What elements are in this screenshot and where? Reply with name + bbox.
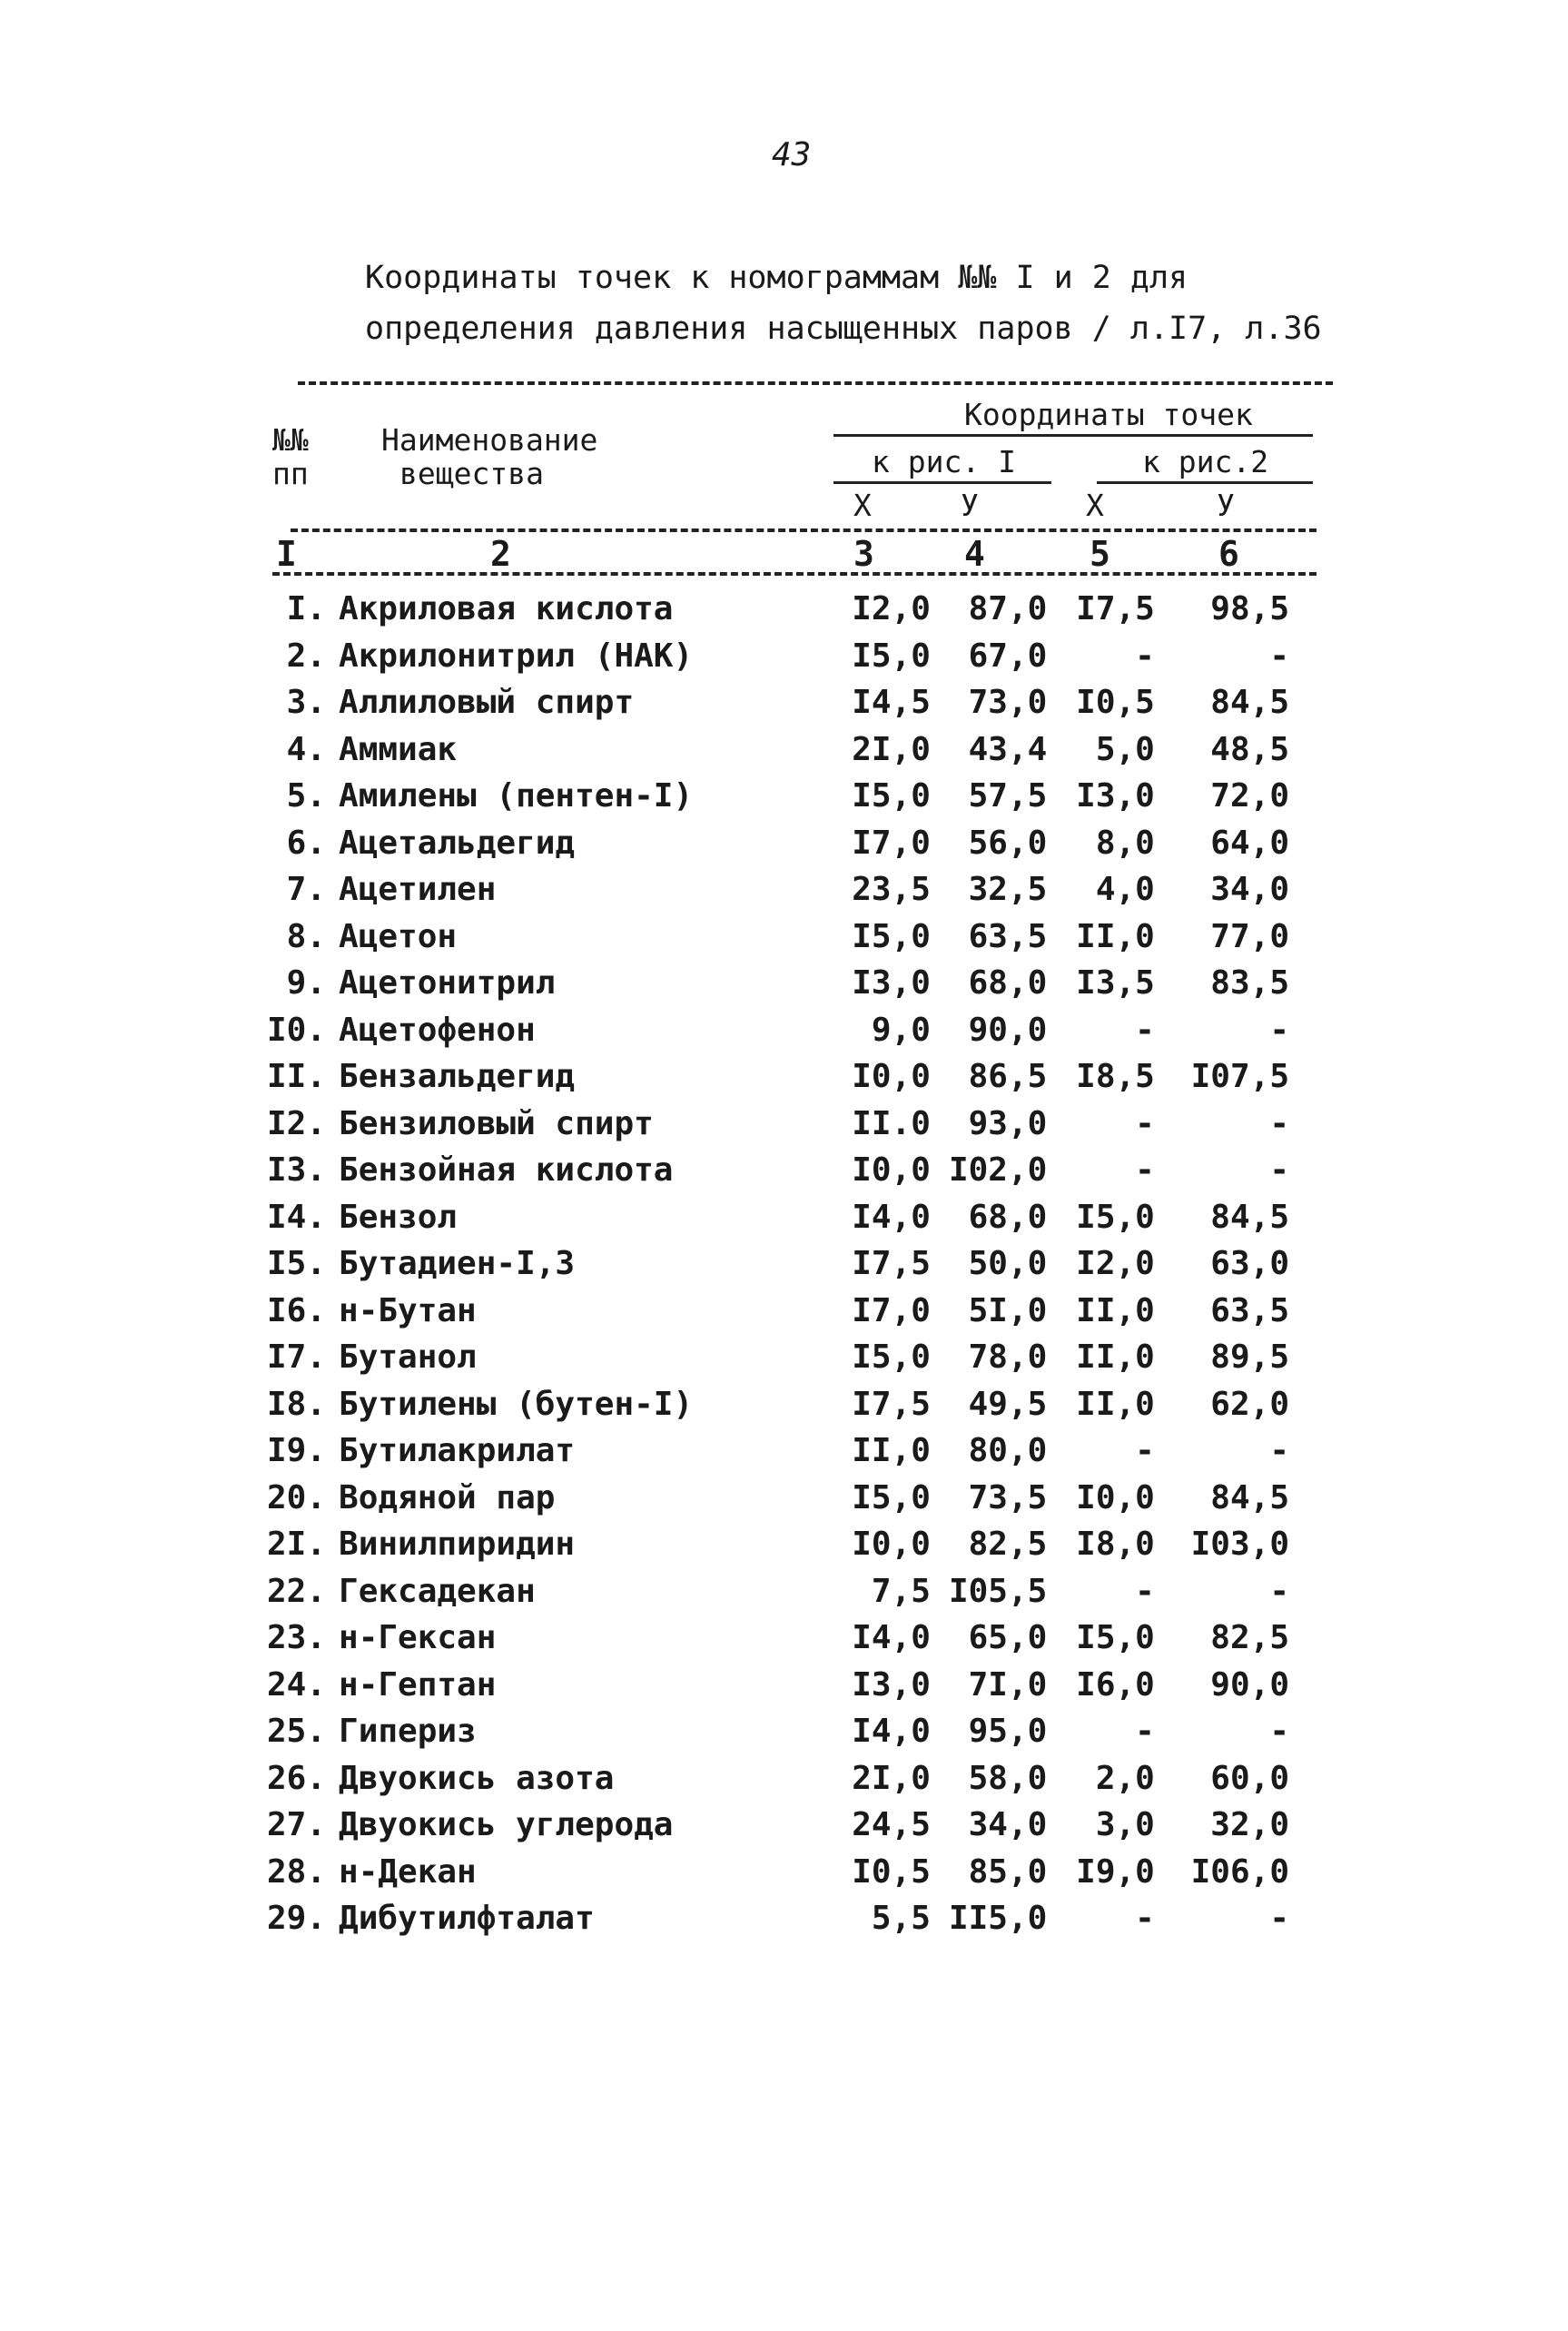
table-row bbox=[254, 1619, 1289, 1666]
substance-name: н-Гептан bbox=[339, 1665, 497, 1704]
fig1-x-value: 7,5 bbox=[871, 1572, 931, 1610]
fig1-x-value: I4,5 bbox=[852, 684, 931, 721]
fig1-y-value: 82,5 bbox=[968, 1526, 1048, 1563]
fig1-underline bbox=[833, 481, 1051, 484]
row-number: 9. bbox=[286, 964, 327, 1002]
fig1-y-value: I02,0 bbox=[948, 1151, 1048, 1189]
row-number: I9. bbox=[266, 1432, 327, 1469]
fig1-x-value: I4,0 bbox=[852, 1619, 931, 1656]
substance-name: Ацетофенон bbox=[339, 1011, 536, 1049]
substance-name: Акриловая кислота bbox=[339, 590, 674, 627]
fig2-x-value: - bbox=[1135, 1572, 1155, 1610]
header-fig2-label: к рис.2 bbox=[1142, 444, 1269, 479]
row-number: 28. bbox=[266, 1852, 327, 1891]
row-number: 24. bbox=[266, 1665, 327, 1704]
col-number-5: 5 bbox=[1090, 534, 1110, 574]
substance-name: Бензиловый спирт bbox=[339, 1104, 654, 1142]
coords-underline bbox=[833, 434, 1313, 437]
table-row bbox=[254, 964, 1289, 1012]
fig2-y-value: 32,0 bbox=[1210, 1806, 1289, 1843]
fig1-y-value: 86,5 bbox=[968, 1058, 1048, 1095]
fig2-x-value: 4,0 bbox=[1095, 871, 1155, 908]
substance-name: Двуокись азота bbox=[339, 1759, 615, 1797]
fig1-y-value: 57,5 bbox=[968, 777, 1048, 815]
fig1-y-value: 85,0 bbox=[968, 1852, 1048, 1891]
header-fig1-label: к рис. I bbox=[872, 444, 1016, 479]
fig1-x-value: 24,5 bbox=[852, 1806, 931, 1843]
top-dashed-rule bbox=[298, 381, 1333, 385]
fig2-y-value: - bbox=[1269, 637, 1289, 675]
header-y1-label: У bbox=[961, 488, 979, 523]
fig2-y-value: 62,0 bbox=[1210, 1385, 1289, 1423]
table-row bbox=[254, 1245, 1289, 1292]
col-number-6: 6 bbox=[1218, 534, 1239, 574]
document-title bbox=[365, 252, 1322, 354]
fig1-y-value: 73,5 bbox=[968, 1478, 1048, 1516]
fig1-x-value: 23,5 bbox=[852, 871, 931, 908]
fig1-y-value: II5,0 bbox=[948, 1900, 1048, 1937]
fig1-x-value: 2I,0 bbox=[852, 730, 931, 768]
fig2-y-value: I06,0 bbox=[1190, 1852, 1289, 1891]
row-number: 25. bbox=[266, 1713, 327, 1750]
table-row bbox=[254, 1386, 1289, 1433]
fig1-x-value: I0,0 bbox=[852, 1151, 931, 1189]
fig1-x-value: I0,0 bbox=[852, 1526, 931, 1563]
fig1-y-value: 93,0 bbox=[968, 1104, 1048, 1142]
table-row bbox=[254, 1760, 1289, 1807]
fig1-y-value: 63,5 bbox=[968, 917, 1048, 955]
fig2-x-value: I3,5 bbox=[1076, 964, 1155, 1002]
fig2-x-value: I3,0 bbox=[1076, 777, 1155, 815]
substance-name: н-Бутан bbox=[339, 1291, 477, 1329]
substance-name: Бутадиен-I,3 bbox=[339, 1245, 576, 1282]
fig1-y-value: 78,0 bbox=[968, 1338, 1048, 1376]
substance-name: Бутилакрилат bbox=[339, 1432, 576, 1469]
fig2-x-value: I8,0 bbox=[1076, 1526, 1155, 1563]
fig2-y-value: 89,5 bbox=[1210, 1338, 1289, 1376]
row-number: I3. bbox=[266, 1151, 327, 1189]
fig1-y-value: 56,0 bbox=[968, 824, 1048, 862]
substance-name: Винилпиридин bbox=[339, 1526, 576, 1563]
fig2-x-value: II,0 bbox=[1076, 1385, 1155, 1423]
fig2-y-value: 77,0 bbox=[1210, 917, 1289, 955]
fig2-y-value: - bbox=[1269, 1572, 1289, 1610]
fig1-y-value: 5I,0 bbox=[968, 1291, 1048, 1329]
fig1-y-value: 50,0 bbox=[968, 1245, 1048, 1282]
table-row bbox=[254, 731, 1289, 778]
fig1-y-value: 34,0 bbox=[968, 1806, 1048, 1843]
substance-name: н-Декан bbox=[339, 1852, 477, 1891]
header-num-label: №№ bbox=[272, 422, 309, 458]
fig2-x-value: I7,5 bbox=[1076, 590, 1155, 627]
fig2-y-value: 84,5 bbox=[1210, 684, 1289, 721]
fig2-x-value: I2,0 bbox=[1076, 1245, 1155, 1282]
fig2-y-value: 63,0 bbox=[1210, 1245, 1289, 1282]
fig1-x-value: I5,0 bbox=[852, 1478, 931, 1516]
fig1-x-value: 2I,0 bbox=[852, 1759, 931, 1797]
fig2-y-value: - bbox=[1269, 1432, 1289, 1469]
substance-name: Двуокись углерода bbox=[339, 1806, 674, 1843]
fig1-y-value: 32,5 bbox=[968, 871, 1048, 908]
header-name-label: Наименование bbox=[381, 422, 598, 458]
fig1-x-value: I0,5 bbox=[852, 1852, 931, 1891]
title-line-1: Координаты точек к номограммам №№ I и 2 для bbox=[365, 260, 1188, 296]
row-number: 26. bbox=[266, 1759, 327, 1797]
substance-name: Акрилонитрил (НАК) bbox=[339, 637, 694, 675]
fig1-x-value: I7,0 bbox=[852, 824, 931, 862]
header-x1-label: X bbox=[853, 488, 872, 523]
fig1-y-value: 68,0 bbox=[968, 964, 1048, 1002]
fig2-y-value: 48,5 bbox=[1210, 730, 1289, 768]
fig2-x-value: 5,0 bbox=[1095, 730, 1155, 768]
page-number: 43 bbox=[772, 136, 812, 173]
substance-name: Ацетальдегид bbox=[339, 824, 576, 862]
fig2-y-value: 84,5 bbox=[1210, 1198, 1289, 1236]
fig2-y-value: 90,0 bbox=[1210, 1665, 1289, 1704]
table-row bbox=[254, 1151, 1289, 1199]
fig2-y-value: - bbox=[1269, 1713, 1289, 1750]
row-number: I7. bbox=[266, 1338, 327, 1376]
substance-name: Бензойная кислота bbox=[339, 1151, 674, 1189]
table-row bbox=[254, 1526, 1289, 1573]
row-number: I5. bbox=[266, 1245, 327, 1282]
fig2-x-value: - bbox=[1135, 1011, 1155, 1049]
fig2-y-value: 98,5 bbox=[1210, 590, 1289, 627]
substance-name: Амилены (пентен-I) bbox=[339, 777, 694, 815]
fig1-x-value: I5,0 bbox=[852, 637, 931, 675]
header-coords-label: Координаты точек bbox=[964, 397, 1253, 432]
fig2-x-value: II,0 bbox=[1076, 1291, 1155, 1329]
table-row bbox=[254, 1432, 1289, 1479]
fig1-y-value: 68,0 bbox=[968, 1198, 1048, 1236]
fig2-x-value: I8,5 bbox=[1076, 1058, 1155, 1095]
fig1-x-value: I4,0 bbox=[852, 1713, 931, 1750]
fig2-x-value: I6,0 bbox=[1076, 1665, 1155, 1704]
fig2-x-value: I9,0 bbox=[1076, 1852, 1155, 1891]
table-row bbox=[254, 1853, 1289, 1901]
table-row bbox=[254, 825, 1289, 872]
substance-name: Ацетонитрил bbox=[339, 964, 556, 1002]
table-row bbox=[254, 590, 1289, 637]
substance-name: Бензальдегид bbox=[339, 1058, 576, 1095]
fig2-x-value: - bbox=[1135, 1432, 1155, 1469]
fig1-y-value: 7I,0 bbox=[968, 1665, 1048, 1704]
column-number-bottom-rule bbox=[272, 572, 1317, 576]
table-row bbox=[254, 1479, 1289, 1526]
table-row bbox=[254, 1338, 1289, 1386]
fig1-y-value: 43,4 bbox=[968, 730, 1048, 768]
fig1-x-value: I4,0 bbox=[852, 1198, 931, 1236]
table-row bbox=[254, 1666, 1289, 1714]
fig2-x-value: I5,0 bbox=[1076, 1619, 1155, 1656]
fig1-y-value: 95,0 bbox=[968, 1713, 1048, 1750]
substance-name: н-Гексан bbox=[339, 1619, 497, 1656]
row-number: 5. bbox=[286, 777, 327, 815]
header-y2-label: У bbox=[1217, 488, 1235, 523]
substance-name: Дибутилфталат bbox=[339, 1900, 595, 1937]
col-number-3: 3 bbox=[853, 534, 874, 574]
fig1-y-value: 80,0 bbox=[968, 1432, 1048, 1469]
table-row bbox=[254, 1573, 1289, 1620]
col-number-1: I bbox=[276, 534, 297, 574]
substance-name: Бензол bbox=[339, 1198, 458, 1236]
row-number: 29. bbox=[266, 1900, 327, 1937]
substance-name: Аллиловый спирт bbox=[339, 684, 635, 721]
fig1-y-value: 58,0 bbox=[968, 1759, 1048, 1797]
row-number: I4. bbox=[266, 1198, 327, 1236]
fig1-x-value: 5,5 bbox=[871, 1900, 931, 1937]
fig1-x-value: I5,0 bbox=[852, 1338, 931, 1376]
table-row bbox=[254, 777, 1289, 825]
row-number: 8. bbox=[286, 917, 327, 955]
fig1-x-value: I2,0 bbox=[852, 590, 931, 627]
row-number: 7. bbox=[286, 871, 327, 908]
table-row bbox=[254, 1012, 1289, 1059]
fig1-x-value: II,0 bbox=[852, 1432, 931, 1469]
row-number: 27. bbox=[266, 1806, 327, 1843]
row-number: 3. bbox=[286, 684, 327, 721]
row-number: I8. bbox=[266, 1385, 327, 1423]
fig2-x-value: - bbox=[1135, 1713, 1155, 1750]
title-line-2: определения давления насыщенных паров / л.I7, л.36 bbox=[365, 311, 1322, 347]
fig2-y-value: 84,5 bbox=[1210, 1478, 1289, 1516]
fig1-x-value: I7,5 bbox=[852, 1385, 931, 1423]
header-num-label-2: пп bbox=[272, 456, 309, 491]
fig2-x-value: - bbox=[1135, 1104, 1155, 1142]
header-x2-label: X bbox=[1086, 488, 1104, 523]
fig1-y-value: 49,5 bbox=[968, 1385, 1048, 1423]
row-number: 4. bbox=[286, 730, 327, 768]
substance-name: Водяной пар bbox=[339, 1478, 556, 1516]
table-row bbox=[254, 1058, 1289, 1105]
table-row bbox=[254, 1806, 1289, 1853]
fig2-y-value: - bbox=[1269, 1151, 1289, 1189]
substance-name: Ацетилен bbox=[339, 871, 497, 908]
fig2-y-value: - bbox=[1269, 1011, 1289, 1049]
fig2-y-value: 60,0 bbox=[1210, 1759, 1289, 1797]
header-name-label-2: вещества bbox=[399, 456, 544, 491]
fig2-y-value: I03,0 bbox=[1190, 1526, 1289, 1563]
row-number: I2. bbox=[266, 1104, 327, 1142]
fig2-y-value: - bbox=[1269, 1900, 1289, 1937]
fig2-x-value: 8,0 bbox=[1095, 824, 1155, 862]
fig1-x-value: 9,0 bbox=[871, 1011, 931, 1049]
substance-name: Бутанол bbox=[339, 1338, 477, 1376]
fig1-x-value: I5,0 bbox=[852, 777, 931, 815]
table-row bbox=[254, 871, 1289, 918]
fig2-y-value: 63,5 bbox=[1210, 1291, 1289, 1329]
data-table bbox=[254, 590, 1289, 1947]
table-row bbox=[254, 1292, 1289, 1339]
row-number: 20. bbox=[266, 1478, 327, 1516]
substance-name: Аммиак bbox=[339, 730, 458, 768]
col-number-2: 2 bbox=[490, 534, 511, 574]
row-number: I0. bbox=[266, 1011, 327, 1049]
substance-name: Ацетон bbox=[339, 917, 458, 955]
table-row bbox=[254, 637, 1289, 685]
fig1-x-value: II.0 bbox=[852, 1104, 931, 1142]
table-row bbox=[254, 1105, 1289, 1152]
row-number: 2. bbox=[286, 637, 327, 675]
row-number: 6. bbox=[286, 824, 327, 862]
fig1-x-value: I7,5 bbox=[852, 1245, 931, 1282]
fig2-y-value: I07,5 bbox=[1190, 1058, 1289, 1095]
table-row bbox=[254, 1199, 1289, 1246]
table-row bbox=[254, 1900, 1289, 1947]
fig1-y-value: 87,0 bbox=[968, 590, 1048, 627]
fig2-x-value: - bbox=[1135, 1900, 1155, 1937]
fig2-y-value: 64,0 bbox=[1210, 824, 1289, 862]
fig2-x-value: I0,5 bbox=[1076, 684, 1155, 721]
fig1-y-value: 73,0 bbox=[968, 684, 1048, 721]
row-number: I. bbox=[286, 590, 327, 627]
table-row bbox=[254, 918, 1289, 965]
fig2-y-value: - bbox=[1269, 1104, 1289, 1142]
row-number: II. bbox=[266, 1058, 327, 1095]
fig2-x-value: - bbox=[1135, 1151, 1155, 1189]
row-number: 22. bbox=[266, 1572, 327, 1610]
table-row bbox=[254, 684, 1289, 731]
fig2-x-value: I0,0 bbox=[1076, 1478, 1155, 1516]
row-number: 23. bbox=[266, 1619, 327, 1656]
fig2-x-value: I5,0 bbox=[1076, 1198, 1155, 1236]
fig2-x-value: 3,0 bbox=[1095, 1806, 1155, 1843]
fig1-x-value: I5,0 bbox=[852, 917, 931, 955]
fig2-x-value: 2,0 bbox=[1095, 1759, 1155, 1797]
fig2-y-value: 34,0 bbox=[1210, 871, 1289, 908]
row-number: 2I. bbox=[266, 1526, 327, 1563]
fig1-y-value: 65,0 bbox=[968, 1619, 1048, 1656]
col-number-4: 4 bbox=[964, 534, 985, 574]
fig1-y-value: 67,0 bbox=[968, 637, 1048, 675]
fig1-x-value: I3,0 bbox=[852, 964, 931, 1002]
substance-name: Гексадекан bbox=[339, 1572, 536, 1610]
fig1-y-value: I05,5 bbox=[948, 1572, 1048, 1610]
fig1-y-value: 90,0 bbox=[968, 1011, 1048, 1049]
fig2-x-value: II,0 bbox=[1076, 1338, 1155, 1376]
fig2-x-value: II,0 bbox=[1076, 917, 1155, 955]
fig1-x-value: I0,0 bbox=[852, 1058, 931, 1095]
column-number-top-rule bbox=[291, 528, 1317, 532]
fig2-underline bbox=[1097, 481, 1313, 484]
table-row bbox=[254, 1713, 1289, 1760]
fig1-x-value: I3,0 bbox=[852, 1665, 931, 1704]
fig2-y-value: 83,5 bbox=[1210, 964, 1289, 1002]
fig1-x-value: I7,0 bbox=[852, 1291, 931, 1329]
fig2-y-value: 72,0 bbox=[1210, 777, 1289, 815]
substance-name: Гипериз bbox=[339, 1713, 477, 1750]
fig2-y-value: 82,5 bbox=[1210, 1619, 1289, 1656]
row-number: I6. bbox=[266, 1291, 327, 1329]
substance-name: Бутилены (бутен-I) bbox=[339, 1385, 694, 1423]
fig2-x-value: - bbox=[1135, 637, 1155, 675]
